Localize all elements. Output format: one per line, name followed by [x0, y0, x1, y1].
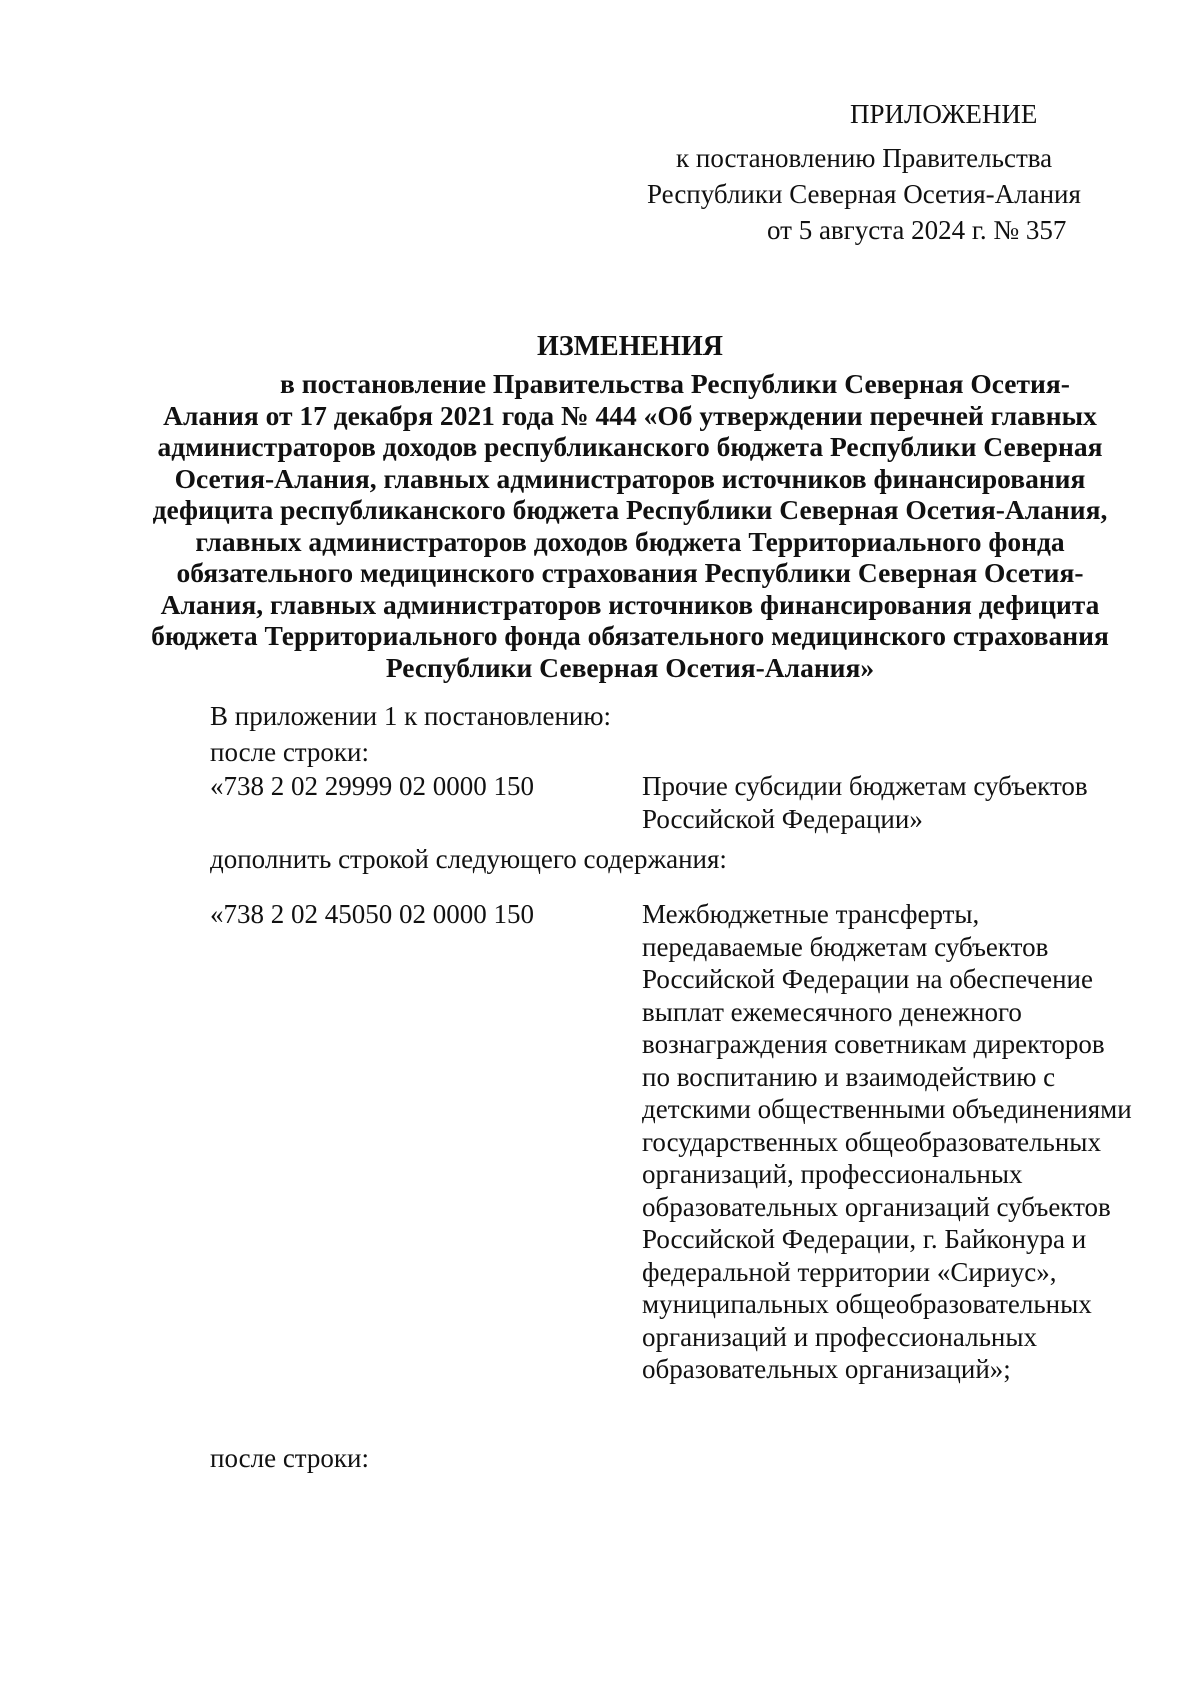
document-subtitle	[140, 368, 1120, 683]
document-subtitle-rest: Алания от 17 декабря 2021 года № 444 «Об утверждении перечней главных администраторов доходов республиканского бюджета Республики Северная Осетия-Алания, главных администраторов источников финансирования дефицита республиканского бюджета Республики Северная Осетия-Алания, главных администраторов доходов бюджета Территориального фонда обязательного медицинского страхования Республики Северная Осетия-Алания, главных администраторов источников финансирования дефицита бюджета Территориального фонда обязательного медицинского страхования Республики Северная Осетия-Алания»	[151, 399, 1109, 683]
supplement-paragraph: дополнить строкой следующего содержания:	[210, 844, 727, 874]
budget-description: Межбюджетные трансферты, передаваемые бюджетам субъектов Российской Федерации на обеспечение выплат ежемесячного денежного вознаграждения советникам директоров по воспитанию и взаимодействию с детскими общественными объединениями государственных общеобразовательных организаций, профессиональных образовательных организаций субъектов Российской Федерации, г. Байконура и федеральной территории «Сириус», муниципальных общеобразовательных организаций и профессиональных образовательных организаций»;	[642, 899, 1132, 1384]
after-row-label-2: после строки:	[210, 1443, 369, 1473]
after-row-label-1: после строки:	[210, 737, 369, 767]
appendix-reference-line: к постановлению Правительства	[676, 143, 1053, 173]
document-subtitle-first-line: в постановление Правительства Республики Северная Осетия-	[280, 368, 1070, 399]
budget-code: «738 2 02 29999 02 0000 150	[210, 771, 534, 801]
intro-paragraph: В приложении 1 к постановлению:	[210, 701, 612, 731]
budget-description: Прочие субсидии бюджетам субъектов Российской Федерации»	[642, 771, 1088, 834]
document-title: ИЗМЕНЕНИЯ	[537, 331, 723, 362]
appendix-government-line: Республики Северная Осетия-Алания	[647, 179, 1081, 209]
appendix-title: ПРИЛОЖЕНИЕ	[850, 99, 1038, 129]
budget-code: «738 2 02 45050 02 0000 150	[210, 899, 534, 929]
appendix-date-number-line: от 5 августа 2024 г. № 357	[767, 215, 1067, 245]
